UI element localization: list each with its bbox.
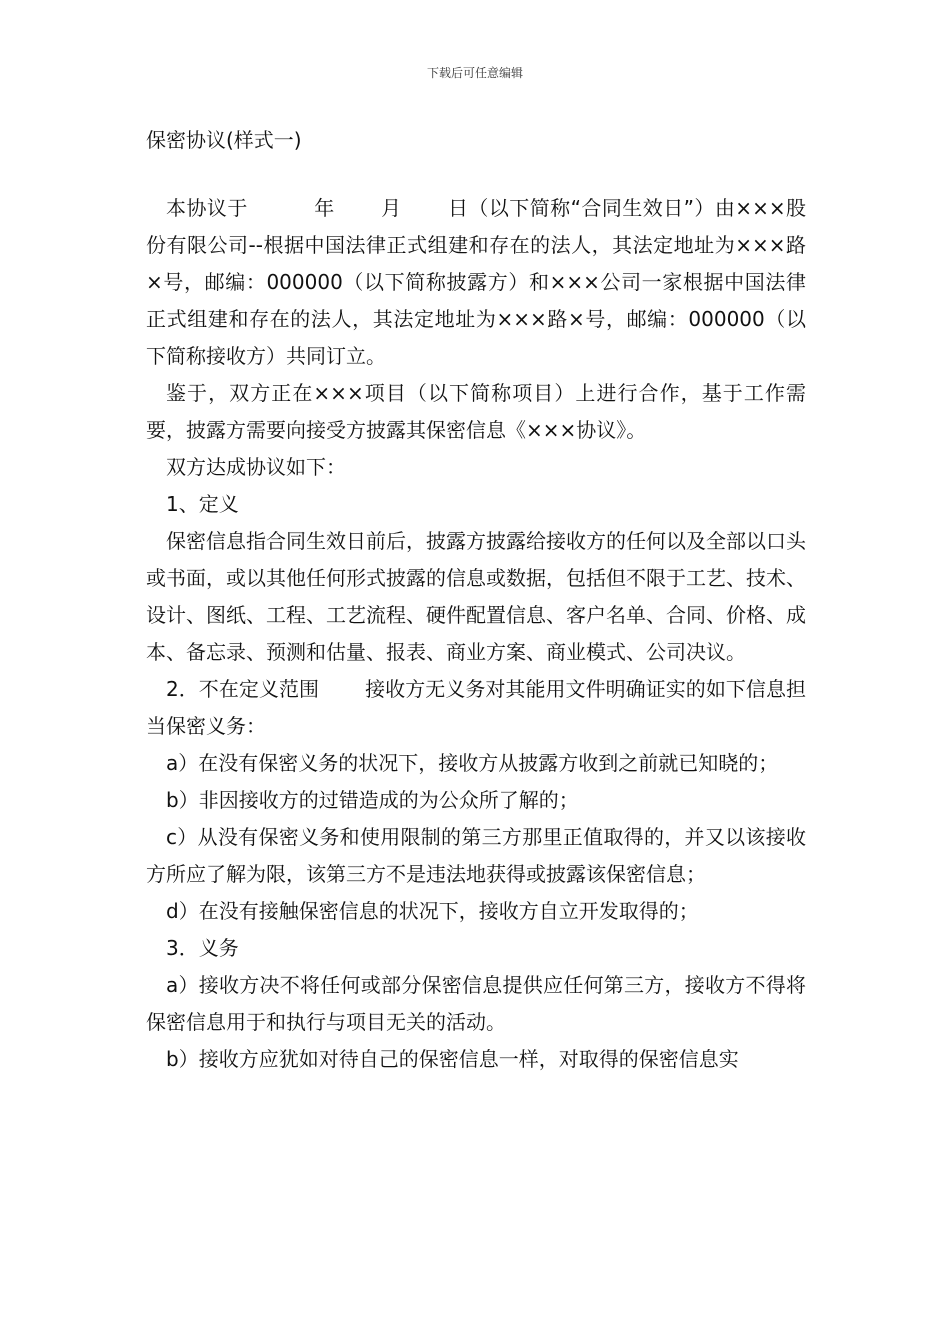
section-2-item-b: b）非因接收方的过错造成的为公众所了解的； (166, 788, 579, 812)
intro-rest: 日（以下简称“合同生效日”）由×××股份有限公司--根据中国法律正式组建和存在的法人，其法定地址为×××路×号，邮编：000000（以下简称披露方）和×××公司一家根据中国法律正式组建和存在的法人，其法定地址为×××路×号，邮编：000000（以下简称接收方）共同订立。 (146, 196, 807, 368)
section-2-text: 接收方无义务对其能用文件明确证实的如下信息担当保密义务： (146, 677, 806, 738)
section-2-item-a: a）在没有保密义务的状况下，接收方从披露方收到之前就已知晓的； (166, 751, 779, 775)
intro-lead: 本协议于 (166, 196, 248, 220)
intro-year: 年 (313, 196, 335, 220)
section-3-item-b: b）接收方应犹如对待自己的保密信息一样，对取得的保密信息实 (166, 1047, 739, 1071)
section-1-text: 保密信息指合同生效日前后，披露方披露给接收方的任何以及全部以口头或书面，或以其他任何形式披露的信息或数据，包括但不限于工艺、技术、设计、图纸、工程、工艺流程、硬件配置信息、客户名单、合同、价格、成本、备忘录、预测和估量、报表、商业方案、商业模式、公司决议。 (146, 529, 806, 664)
section-2-item-c: c）从没有保密义务和使用限制的第三方那里正值取得的，并又以该接收方所应了解为限，该第三方不是违法地获得或披露该保密信息； (146, 825, 806, 886)
section-2-item-d: d）在没有接触保密信息的状况下，接收方自立开发取得的； (166, 899, 699, 923)
page-header: 下载后可任意编辑 (426, 66, 523, 80)
agree-paragraph: 双方达成协议如下： (166, 455, 346, 479)
intro-month: 月 (380, 196, 402, 220)
intro-paragraph (146, 190, 806, 375)
section-3-heading: 3．义务 (166, 936, 239, 960)
document-title: 保密协议(样式一) (146, 128, 302, 152)
document-body (146, 190, 806, 1078)
section-1-heading: 1、定义 (166, 492, 239, 516)
section-2-heading: 2．不在定义范围 (166, 677, 320, 701)
section-3-item-a: a）接收方决不将任何或部分保密信息提供应任何第三方，接收方不得将保密信息用于和执行与项目无关的活动。 (146, 973, 806, 1034)
whereas-paragraph: 鉴于，双方正在×××项目（以下简称项目）上进行合作，基于工作需要，披露方需要向接受方披露其保密信息《×××协议》。 (146, 381, 806, 442)
section-2-paragraph (146, 671, 806, 745)
